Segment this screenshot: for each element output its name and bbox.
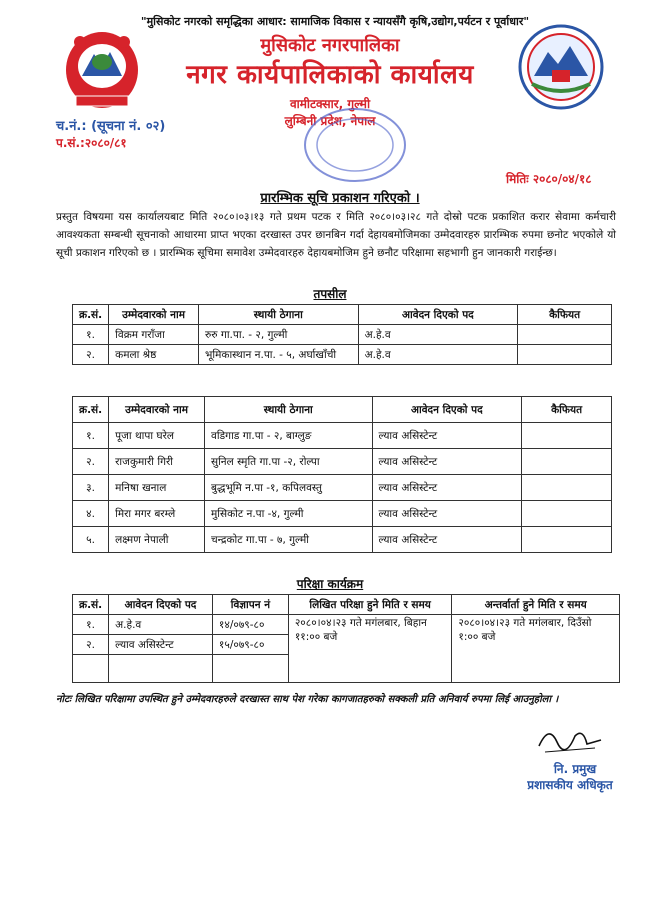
cell-sn: १.	[73, 325, 109, 345]
cell-remark	[522, 527, 612, 553]
candidate-table-2	[72, 396, 612, 553]
exam-title: परिक्षा कार्यक्रम	[296, 577, 364, 591]
col-post: आवेदन दिएको पद	[372, 397, 522, 423]
cell-sn: १.	[73, 615, 109, 635]
cell-name: कमला श्रेष्ठ	[109, 345, 199, 365]
cell-remark	[522, 449, 612, 475]
candidate-table-1	[72, 304, 612, 365]
municipality-name: मुसिकोट नगरपालिका	[260, 35, 400, 56]
cell-sn: १.	[73, 423, 109, 449]
col-adv-no: विज्ञापन नं	[212, 595, 288, 615]
signatory-designation: प्रशासकीय अधिकृत	[527, 778, 613, 792]
cell-address: सुनिल स्मृति गा.पा -२, रोल्पा	[204, 449, 372, 475]
office-stamp	[300, 104, 410, 186]
motto-text: "मुसिकोट नगरको समृद्धिका आधार: सामाजिक विकास र न्यायसँगै कृषि,उद्योग,पर्यटन र पूर्वाधार"	[140, 15, 530, 28]
table-row	[73, 527, 612, 553]
nepal-emblem-logo	[62, 22, 142, 112]
table-row	[73, 449, 612, 475]
cell-sn: ३.	[73, 475, 109, 501]
reference-number: च.नं.: (सूचना नं. ०२)	[56, 119, 166, 134]
municipality-logo	[518, 24, 604, 110]
cell-post: ल्याव असिस्टेन्ट	[109, 635, 213, 655]
table-header-row	[73, 595, 620, 615]
col-sn: क्र.सं.	[73, 595, 109, 615]
cell-address: मुसिकोट न.पा -४, गुल्मी	[204, 501, 372, 527]
cell-remark	[522, 501, 612, 527]
cell-address: बुद्धभूमि न.पा -१, कपिलवस्तु	[204, 475, 372, 501]
cell-remark	[518, 325, 612, 345]
cell-sn: २.	[73, 345, 109, 365]
col-remark: कैफियत	[522, 397, 612, 423]
cell-interview-time: २०८०।०४।२३ गते मगंलबार, दिउँसो १:०० बजे	[452, 615, 620, 683]
col-interview: अन्तर्वार्ता हुने मिति र समय	[452, 595, 620, 615]
cell-post: ल्याव असिस्टेन्ट	[372, 449, 522, 475]
notice-body: प्रस्तुत विषयमा यस कार्यालयबाट मिति २०८०।०३।१३ गते प्रथम पटक र मिति २०८०।०३।२८ गते दोस्रो पटक प्रकाशित करार सेवामा कर्मचारी आवश्यकता सम्बन्धी सूचनाको आधारमा प्राप्त भएका दरखास्त उपर छानबिन गर्दा देहायबमोजिमका उम्मेदवारहरु प्रारम्भिक रुपमा छनोट भएकोले यो सूची प्रकाशन गरिएको छ । प्रारम्भिक सूचिमा समावेश उम्मेदवारहरु देहायबमोजिम हुने छनौट परिक्षामा सहभागी हुन जानकारी गराईन्छ।	[56, 211, 616, 259]
cell-sn: २.	[73, 449, 109, 475]
cell-empty	[109, 655, 213, 683]
cell-post: अ.हे.व	[358, 325, 518, 345]
cell-sn: २.	[73, 635, 109, 655]
col-sn: क्र.सं.	[73, 305, 109, 325]
col-remark: कैफियत	[518, 305, 612, 325]
cell-name: मिरा मगर बरम्ले	[109, 501, 205, 527]
fiscal-year: प.सं.:२०८०/८१	[56, 136, 127, 150]
cell-post: अ.हे.व	[109, 615, 213, 635]
cell-address: चन्द्रकोट गा.पा - ७, गुल्मी	[204, 527, 372, 553]
cell-address: वडिगाड गा.पा - २, बाग्लुङ	[204, 423, 372, 449]
cell-name: विक्रम गराँजा	[109, 325, 199, 345]
cell-sn: ४.	[73, 501, 109, 527]
cell-address: रुरु गा.पा. - २, गुल्मी	[199, 325, 359, 345]
cell-post: ल्याव असिस्टेन्ट	[372, 423, 522, 449]
col-post: आवेदन दिएको पद	[358, 305, 518, 325]
cell-sn: ५.	[73, 527, 109, 553]
table-row	[73, 475, 612, 501]
cell-written-time: २०८०।०४।२३ गते मगंलबार, बिहान ११:०० बजे	[288, 615, 452, 683]
table-row	[73, 345, 612, 365]
cell-remark	[522, 423, 612, 449]
exam-note: नोटः लिखित परिक्षामा उपस्थित हुने उम्मेदवारहरुले दरखास्त साथ पेश गरेका कागजातहरुको सक्कली प्रति अनिवार्य रुपमा लिई आउनुहोला ।	[56, 694, 559, 705]
table-row	[73, 325, 612, 345]
exam-schedule-table	[72, 594, 620, 683]
col-post: आवेदन दिएको पद	[109, 595, 213, 615]
notice-heading: प्रारम्भिक सूचि प्रकाशन गरिएको ।	[260, 191, 420, 206]
table-header-row	[73, 305, 612, 325]
col-name: उम्मेदवारको नाम	[109, 305, 199, 325]
cell-adv-no: १४/०७९-८०	[212, 615, 288, 635]
notice-date: मितिः २०८०/०४/१८	[506, 172, 592, 186]
table-row	[73, 423, 612, 449]
cell-name: राजकुमारी गिरी	[109, 449, 205, 475]
cell-name: लक्ष्मण नेपाली	[109, 527, 205, 553]
col-written: लिखित परिक्षा हुने मिति र समय	[288, 595, 452, 615]
col-address: स्थायी ठेगाना	[199, 305, 359, 325]
cell-post: अ.हे.व	[358, 345, 518, 365]
col-name: उम्मेदवारको नाम	[109, 397, 205, 423]
signature	[535, 718, 605, 758]
cell-address: भूमिकास्थान न.पा. - ५, अर्घाखाँची	[199, 345, 359, 365]
cell-name: मनिषा खनाल	[109, 475, 205, 501]
details-title: तपसील	[313, 287, 347, 301]
cell-remark	[522, 475, 612, 501]
cell-empty	[73, 655, 109, 683]
signatory-title: नि. प्रमुख	[553, 762, 597, 776]
table-row	[73, 501, 612, 527]
address-line-1: वामीटक्सार, गुल्मी	[289, 97, 371, 111]
cell-adv-no: १५/०७९-८०	[212, 635, 288, 655]
cell-remark	[518, 345, 612, 365]
col-address: स्थायी ठेगाना	[204, 397, 372, 423]
cell-post: ल्याव असिस्टेन्ट	[372, 501, 522, 527]
cell-post: ल्याव असिस्टेन्ट	[372, 527, 522, 553]
table-row	[73, 615, 620, 635]
cell-empty	[212, 655, 288, 683]
cell-post: ल्याव असिस्टेन्ट	[372, 475, 522, 501]
address-line-2: लुम्बिनी प्रदेश, नेपाल	[284, 114, 376, 128]
table-header-row	[73, 397, 612, 423]
cell-name: पूजा थापा घरेल	[109, 423, 205, 449]
office-title: नगर कार्यपालिकाको कार्यालय	[186, 60, 474, 90]
col-sn: क्र.सं.	[73, 397, 109, 423]
